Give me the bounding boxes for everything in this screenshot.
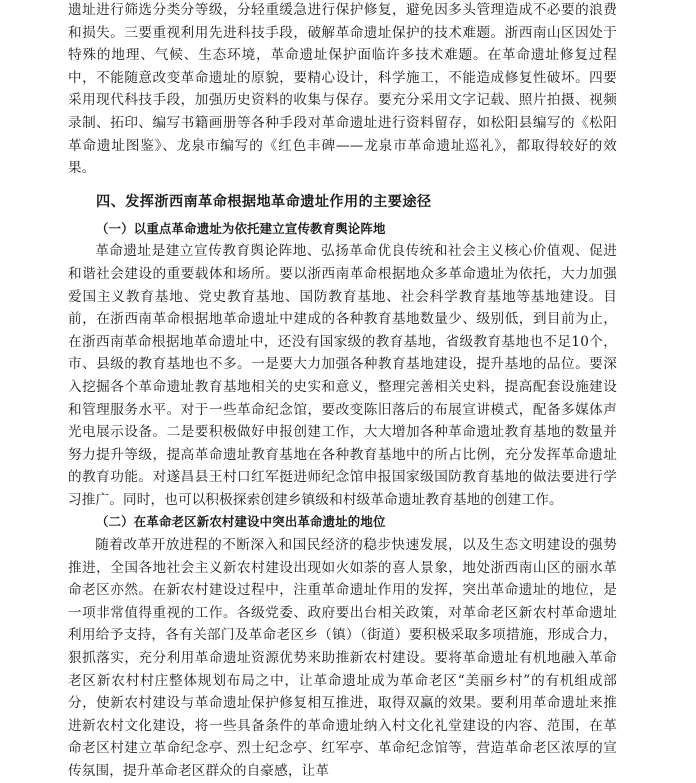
section-heading: 四、发挥浙西南革命根据地革命遗址作用的主要途径 (96, 193, 432, 210)
subsection-2-paragraph: 随着改革开放进程的不断深入和国民经济的稳步快速发展，以及生态文明建设的强势推进，全国各地社会主义新农村建设出现如火如荼的喜人景象，地处浙西南山区的丽水革命老区亦然。在新农村建设过程中，注重革命遗址作用的发挥，突出革命遗址的地位，是一项非常值得重视的工作。各级党委、政府要出台相关政策，对革命老区新农村革命遗址利用给予支持，各有关部门及革命老区乡（镇）（街道）要积极采取多项措施，形成合力，狠抓落实，充分利用革命遗址资源优势来助推新农村建设。要将革命遗址有机地融入革命老区新农村村庄整体规划布局之中，让革命遗址成为革命老区“美丽乡村”的有机组成部分，使新农村建设与革命遗址保护修复相互推进，取得双赢的效果。要利用革命遗址来推进新农村文化建设，将一些具备条件的革命遗址纳入村文化礼堂建设的内容、范围，在革命老区村建立革命纪念亭、烈士纪念亭、红军亭、革命纪念馆等，营造革命老区浓厚的宣传氛围，提升革命老区群众的自豪感，让革 (68, 537, 617, 779)
document-page (68, 0, 617, 783)
intro-paragraph: 遗址进行筛选分类分等级，分轻重缓急进行保护修复，避免因多头管理造成不必要的浪费和损失。三要重视利用先进科技手段，破解革命遗址保护的技术难题。浙西南山区因处于特殊的地理、气候、生态环境，革命遗址保护面临许多技术难题。在革命遗址修复过程中，不能随意改变革命遗址的原貌，要精心设计，科学施工，不能造成修复性破坏。四要采用现代科技手段，加强历史资料的收集与保存。要充分采用文字记载、照片拍摄、视频录制、拓印、编写书籍画册等各种手段对革命遗址进行资料留存，如松阳县编写的《松阳革命遗址图鉴》、龙泉市编写的《红色丰碑——龙泉市革命遗址巡礼》，都取得较好的效果。 (68, 2, 617, 177)
subsection-2-heading: （二）在革命老区新农村建设中突出革命遗址的地位 (96, 514, 386, 530)
subsection-1-heading: （一）以重点革命遗址为依托建立宣传教育舆论阵地 (96, 220, 386, 236)
subsection-1-paragraph: 革命遗址是建立宣传教育舆论阵地、弘扬革命优良传统和社会主义核心价值观、促进和谐社会建设的重要载体和场所。要以浙西南革命根据地众多革命遗址为依托，大力加强爱国主义教育基地、党史教育基地、国防教育基地、社会科学教育基地等基地建设。目前，在浙西南革命根据地革命遗址中建成的各种教育基地数量少、级别低，到目前为止，在浙西南革命根据地革命遗址中，还没有国家级的教育基地，省级教育基地也不足10个，市、县级的教育基地也不多。一是要大力加强各种教育基地建设，提升基地的品位。要深入挖掘各个革命遗址教育基地相关的史实和意义，整理完善相关史料，提高配套设施建设和管理服务水平。对于一些革命纪念馆，要改变陈旧落后的布展宣讲模式，配备多媒体声光电展示设备。二是要积极做好申报创建工作，大大增加各种革命遗址教育基地的数量并努力提升等级，提高革命遗址教育基地在各种教育基地中的所占比例，充分发挥革命遗址的教育功能。对遂昌县王村口红军挺进师纪念馆申报国家级国防教育基地的做法要进行学习推广。同时，也可以积极探索创建乡镇级和村级革命遗址教育基地的创建工作。 (68, 243, 617, 508)
